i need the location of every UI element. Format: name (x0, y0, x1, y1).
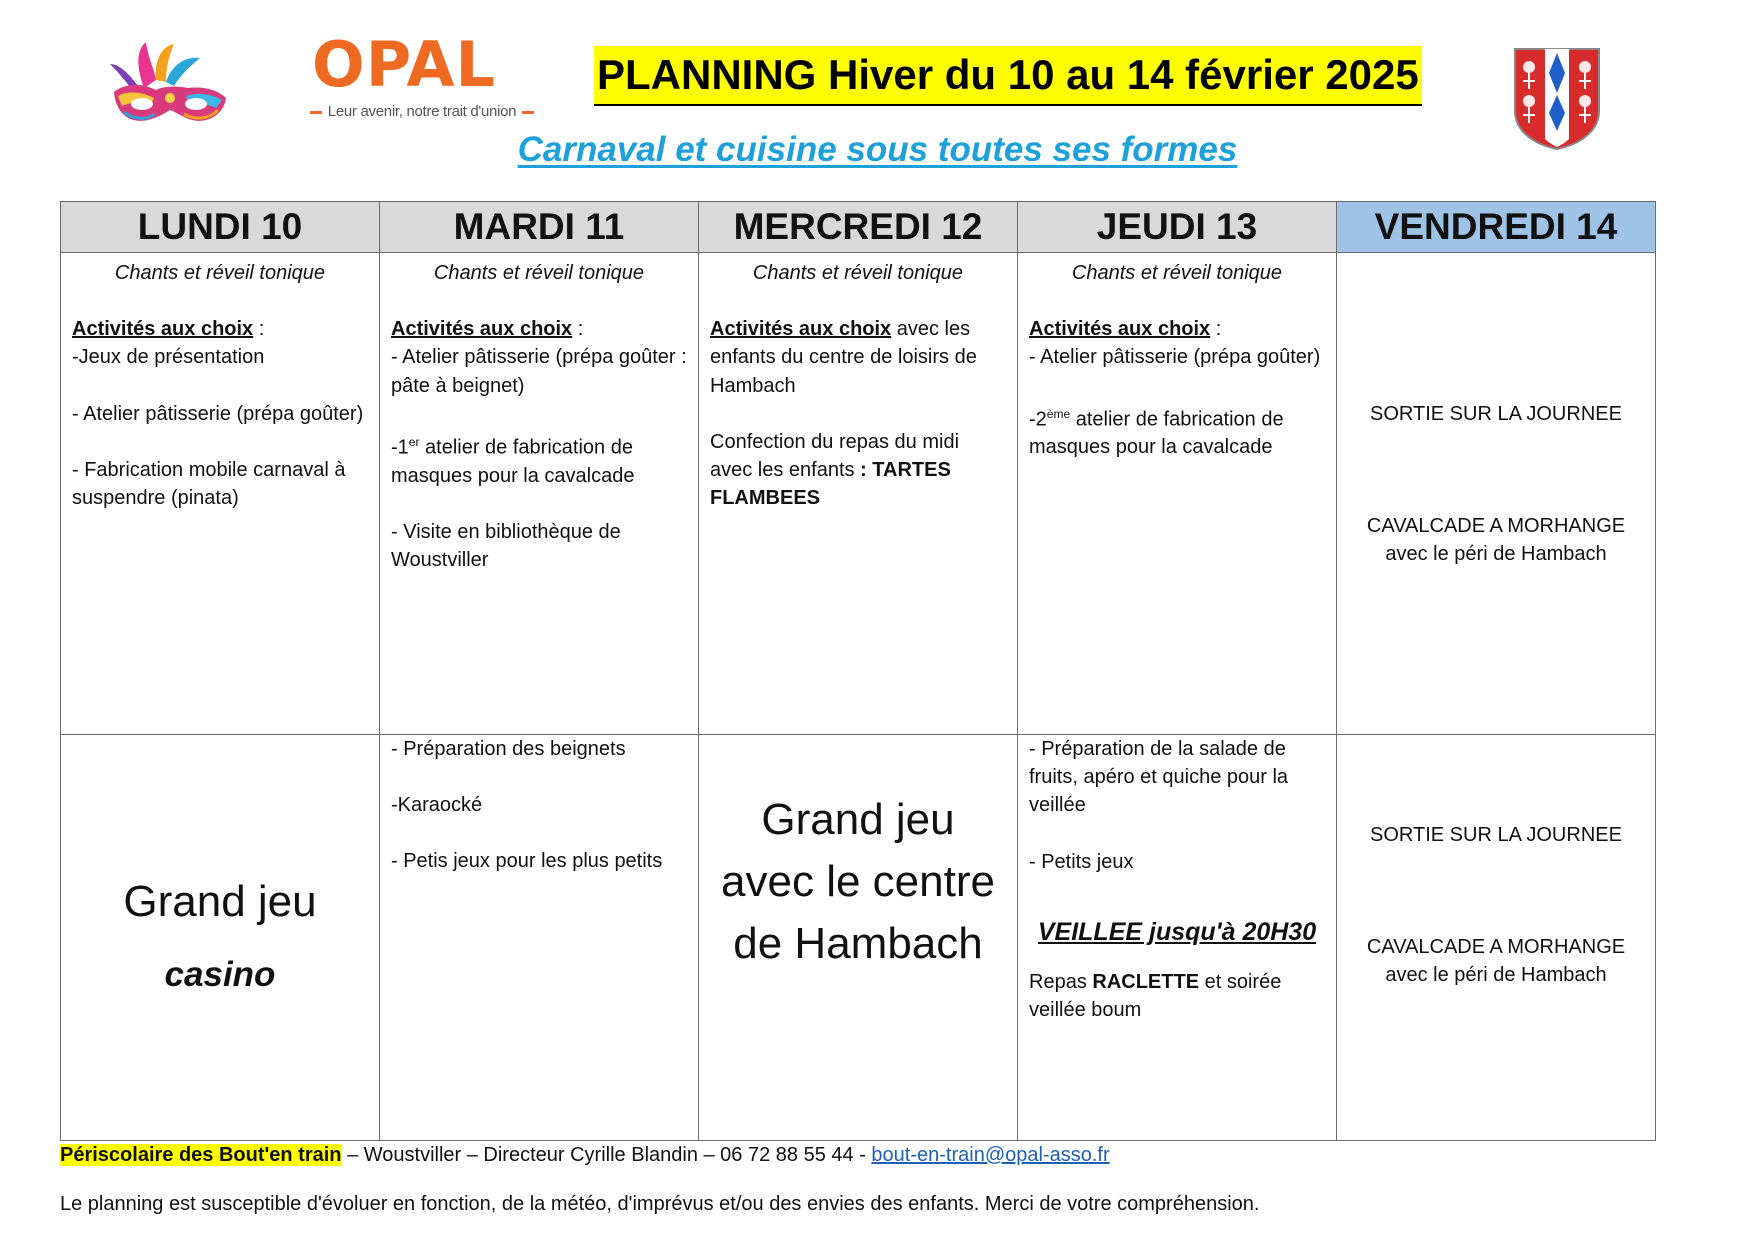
cell-monday-morning: Chants et réveil tonique Activités aux choix : -Jeux de présentation - Atelier pâtisserie (prépa goûter) - Fabrication mobile carnaval à suspendre (pinata) (61, 253, 380, 735)
opal-logo (292, 28, 552, 125)
text-bold: : TARTES FLAMBEES (710, 459, 951, 510)
activity-item: - Fabrication mobile carnaval à suspendre (pinata) (72, 458, 346, 510)
choice-label: Activités aux choix (72, 318, 254, 341)
cell-thursday-afternoon (1018, 735, 1337, 1141)
chants-text: Chants et réveil tonique (752, 262, 964, 284)
day-header-tuesday: MARDI 11 (380, 202, 699, 253)
activity-item: - Préparation de la salade de fruits, apéro et quiche pour la veillée (1029, 738, 1289, 817)
afternoon-row (61, 735, 1656, 1141)
cavalcade-with-text: avec le péri de Hambach (1385, 964, 1607, 987)
cell-friday-morning (1337, 253, 1656, 735)
repas-text (1029, 968, 1325, 1024)
cell-friday-afternoon (1337, 735, 1656, 1141)
cell-tuesday-morning: Chants et réveil tonique Activités aux choix : - Atelier pâtisserie (prépa goûter : pâte à beignet) -1er atelier de fabrication de masques pour la cavalcade - Visite en bibliothèque de Woustviller (380, 253, 699, 735)
grand-jeu-hambach-text: Grand jeu avec le centre de Hambach (721, 795, 995, 968)
text-part: -1 (391, 436, 409, 459)
text-part: et soirée veillée boum (1029, 971, 1282, 1022)
day-header-friday: VENDREDI 14 (1337, 202, 1656, 253)
choice-suffix: avec les enfants du centre de loisirs de Hambach (710, 318, 977, 397)
day-header-monday: LUNDI 10 (61, 202, 380, 253)
footer-org-name: Périscolaire des Bout'en train (60, 1144, 342, 1166)
footer-contact (60, 1144, 1110, 1167)
activity-item: -Karaocké (391, 794, 483, 817)
text-part: -2 (1029, 408, 1047, 431)
chants-text: Chants et réveil tonique (114, 262, 326, 284)
activity-item: - Petits jeux (1029, 850, 1134, 873)
text-bold: RACLETTE (1092, 971, 1200, 994)
footer-details: – Woustviller – Directeur Cyrille Blandin – 06 72 88 55 44 - (341, 1144, 872, 1166)
activity-item: - Atelier pâtisserie (prépa goûter : pâte à beignet) (391, 346, 687, 397)
day-header-thursday: JEUDI 13 (1018, 202, 1337, 253)
superscript: er (408, 434, 420, 449)
cavalcade-text: CAVALCADE A MORHANGE (1366, 515, 1626, 538)
activity-item (1029, 400, 1325, 462)
cavalcade-text: CAVALCADE A MORHANGE (1366, 936, 1626, 959)
cell-monday-afternoon (61, 735, 380, 1141)
cell-wednesday-afternoon (699, 735, 1018, 1141)
text-part: Repas (1029, 971, 1093, 994)
outing-text: SORTIE SUR LA JOURNEE (1370, 824, 1622, 846)
activity-item: - Visite en bibliothèque de Woustviller (391, 520, 621, 572)
email-link[interactable]: bout-en-train@opal-asso.fr (871, 1144, 1110, 1166)
veillee-text: VEILLEE jusqu'à 20H30 (1037, 917, 1317, 946)
text-part: atelier de fabrication de masques pour la cavalcade (1029, 408, 1284, 459)
page-subtitle: Carnaval et cuisine sous toutes ses formes (517, 130, 1238, 169)
grand-jeu-text: Grand jeu (123, 876, 317, 926)
text-part: atelier de fabrication de masques pour la cavalcade (391, 436, 635, 487)
casino-text: casino (164, 954, 276, 994)
activity-item (710, 428, 1006, 513)
planning-table (60, 201, 1656, 1141)
choice-label: Activités aux choix (391, 318, 573, 341)
page-title: PLANNING Hiver du 10 au 14 février 2025 (594, 46, 1422, 106)
choice-label: Activités aux choix (710, 318, 892, 341)
activity-item: - Atelier pâtisserie (prépa goûter) (1029, 346, 1321, 369)
cavalcade-with-text: avec le péri de Hambach (1385, 543, 1607, 566)
opal-logo-wordmark: OPAL (312, 28, 496, 101)
superscript: ème (1046, 406, 1071, 421)
cell-thursday-morning: Chants et réveil tonique Activités aux choix : - Atelier pâtisserie (prépa goûter) -2ème atelier de fabrication de masques pour la cavalcade (1018, 253, 1337, 735)
activity-item (391, 428, 687, 490)
text-part: Confection du repas du midi avec les enfants (710, 430, 960, 482)
day-header-row (61, 202, 1656, 253)
carnival-mask-icon (104, 40, 234, 140)
choice-label: Activités aux choix (1029, 318, 1211, 341)
activity-item: -Jeux de présentation (72, 346, 265, 369)
chants-text: Chants et réveil tonique (433, 262, 645, 284)
cell-tuesday-afternoon (380, 735, 699, 1141)
activity-item: - Petis jeux pour les plus petits (391, 850, 663, 873)
chants-text: Chants et réveil tonique (1071, 262, 1283, 284)
day-header-wednesday: MERCREDI 12 (699, 202, 1018, 253)
morning-row (61, 253, 1656, 735)
opal-logo-tagline: Leur avenir, notre trait d'union (292, 103, 552, 120)
outing-text: SORTIE SUR LA JOURNEE (1370, 403, 1622, 425)
cell-wednesday-morning (699, 253, 1018, 735)
activity-item: - Préparation des beignets (391, 738, 626, 760)
activity-item: - Atelier pâtisserie (prépa goûter) (72, 402, 364, 425)
footer-note: Le planning est susceptible d'évoluer en fonction, de la météo, d'imprévus et/ou des envies des enfants. Merci de votre compréhension. (60, 1193, 1260, 1215)
